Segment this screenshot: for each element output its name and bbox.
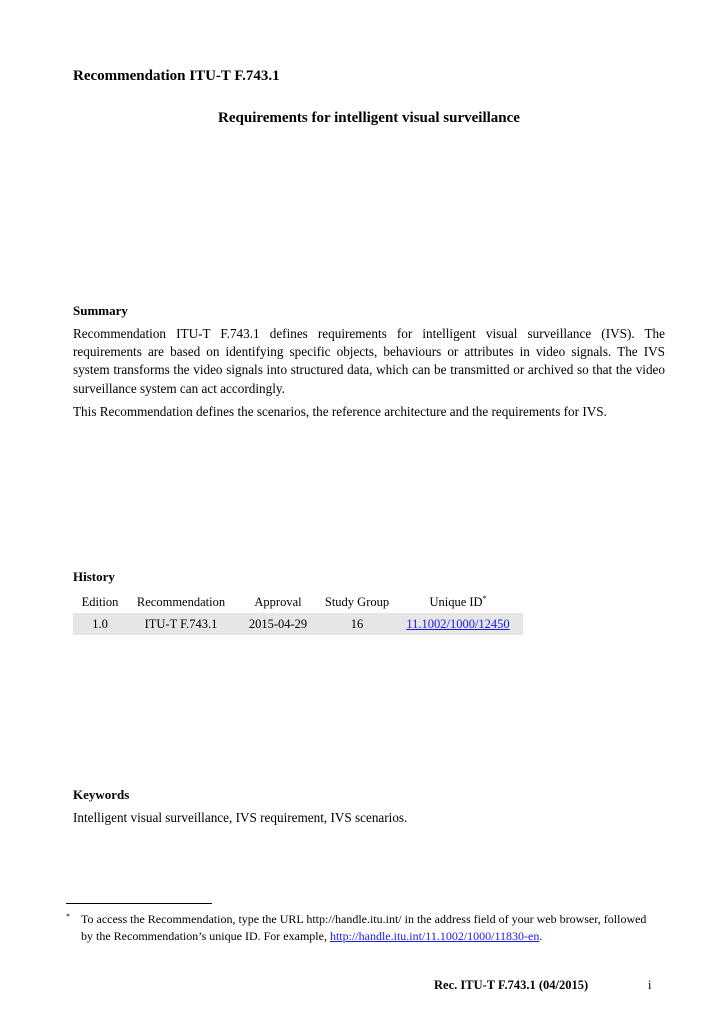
- column-header-unique-id: [393, 592, 523, 613]
- document-title: Requirements for intelligent visual surveillance: [218, 110, 520, 126]
- footnote: [66, 911, 658, 945]
- cell-unique-id: [393, 613, 523, 635]
- history-table-header-row: [73, 592, 523, 613]
- column-header-recommendation: Recommendation: [136, 595, 226, 609]
- recommendation-title: Recommendation ITU-T F.743.1: [73, 68, 280, 84]
- footer-reference: Rec. ITU-T F.743.1 (04/2015): [434, 978, 589, 992]
- footnote-example-link[interactable]: http://handle.itu.int/11.1002/1000/11830-en: [329, 929, 540, 943]
- cell-recommendation: ITU-T F.743.1: [144, 616, 218, 631]
- keywords-heading: Keywords: [73, 787, 130, 802]
- summary-paragraph-2: This Recommendation defines the scenarios, the reference architecture and the requirements for IVS.: [73, 403, 607, 419]
- summary-paragraph-1: Recommendation ITU-T F.743.1 defines requirements for intelligent visual surveillance (IVS). The requirements are based on identifying specific objects, behaviours or attributes in video signals. The IVS system transforms the video signals into structured data, which can be transmitted or archived so that the video surveillance system can act accordingly.: [73, 326, 665, 396]
- cell-approval: 2015-04-29: [248, 616, 308, 631]
- summary-heading: Summary: [73, 303, 128, 318]
- footnote-text-after-link: .: [539, 929, 543, 943]
- cell-edition: 1.0: [92, 616, 108, 631]
- cell-study-group: 16: [350, 616, 364, 631]
- keywords-text: Intelligent visual surveillance, IVS requirement, IVS scenarios.: [73, 810, 408, 825]
- unique-id-label: Unique ID: [429, 595, 483, 609]
- page-number: i: [648, 978, 652, 992]
- footnote-text: [81, 911, 658, 945]
- column-header-study-group: Study Group: [324, 595, 390, 609]
- history-heading: History: [73, 569, 115, 584]
- history-table: [73, 592, 523, 635]
- footnote-marker: *: [66, 912, 70, 921]
- column-header-approval: Approval: [254, 595, 302, 609]
- summary-body: [73, 325, 665, 426]
- footnote-divider: [66, 903, 212, 904]
- unique-id-link[interactable]: 11.1002/1000/12450: [406, 616, 510, 631]
- footnote-marker: *: [482, 593, 487, 603]
- column-header-edition: Edition: [81, 595, 119, 609]
- footnote-text-before-link: To access the Recommendation, type the URL http://handle.itu.int/ in the address field of your web browser, followed by the Recommendation’s unique ID. For example,: [81, 912, 647, 943]
- table-row: [73, 613, 523, 635]
